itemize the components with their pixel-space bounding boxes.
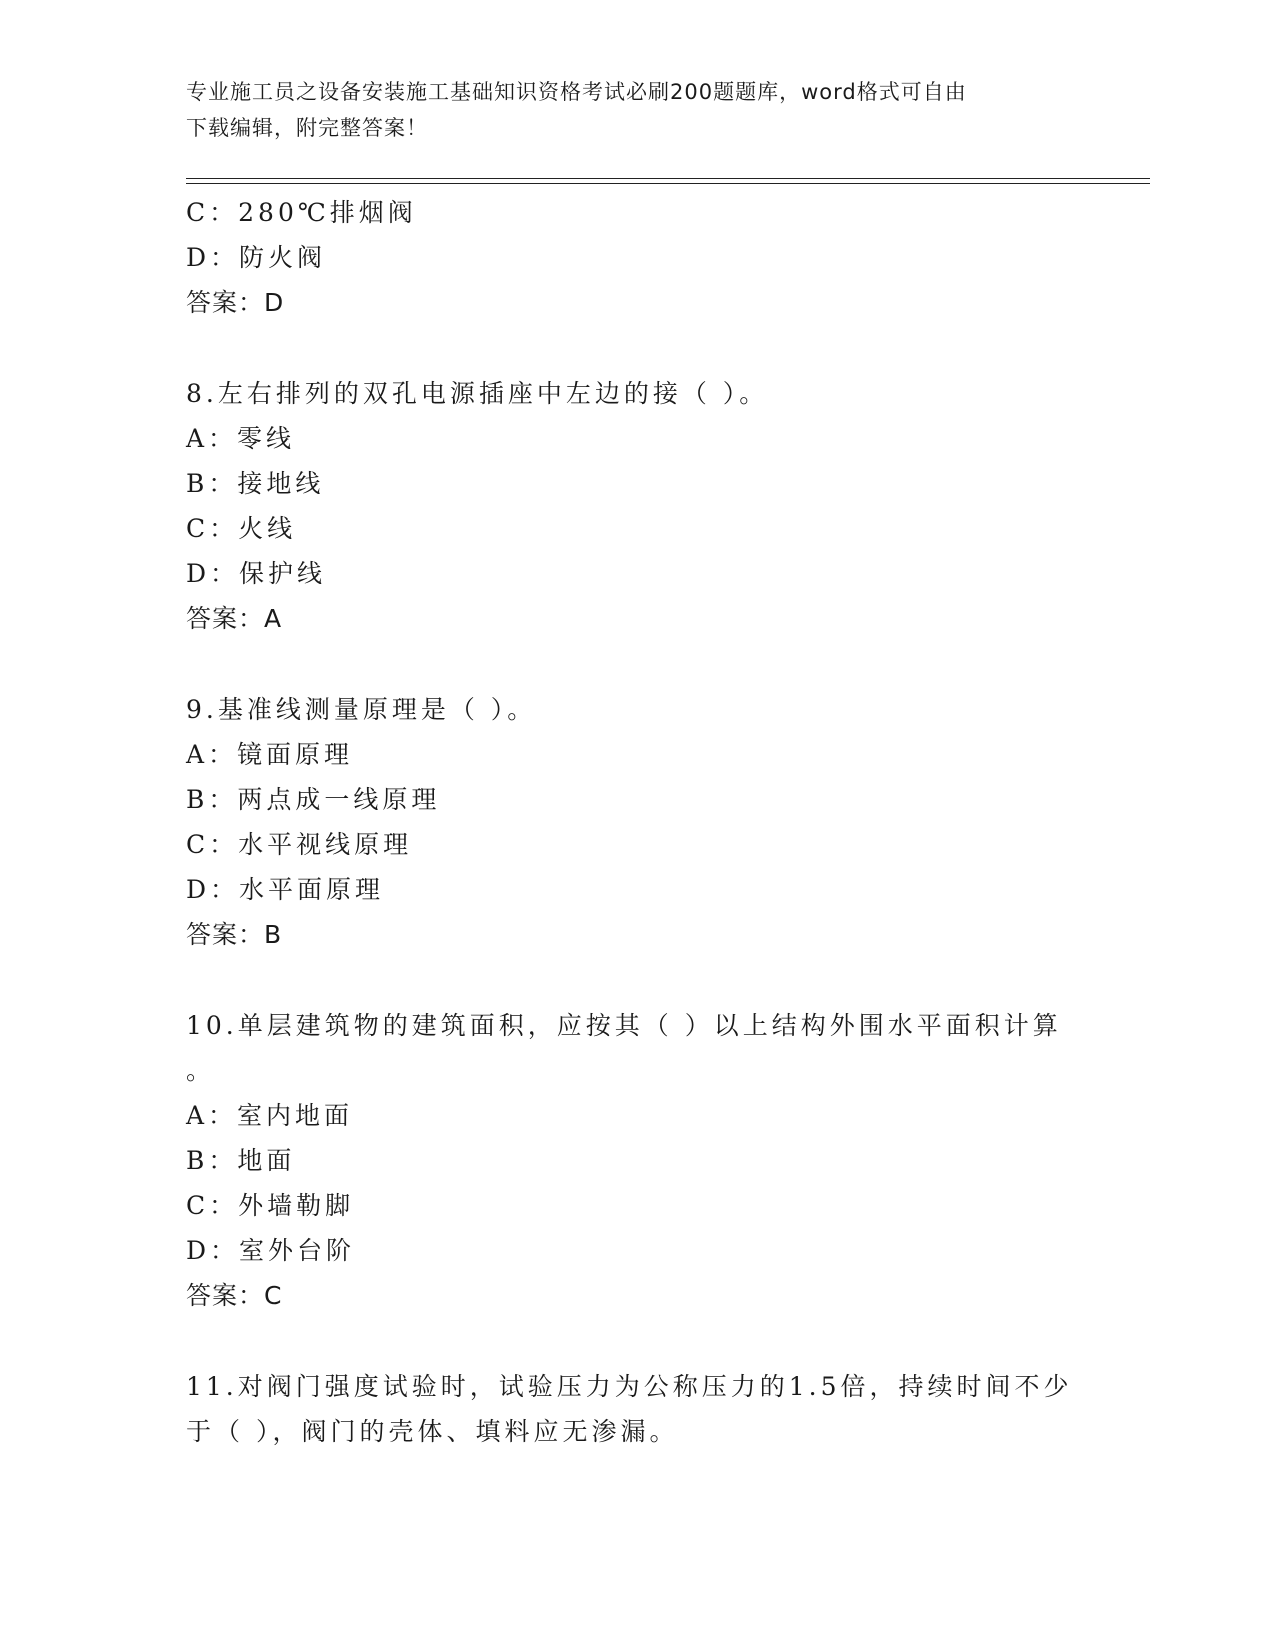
option-c: C：280℃排烟阀 [186,198,417,227]
option-d: D：保护线 [186,559,327,588]
question-text-line-2: 于（ ），阀门的壳体、填料应无渗漏。 [186,1417,679,1446]
question-text-line-2: 。 [186,1056,216,1085]
spacer [186,325,1086,371]
answer-line: 答案：D [186,288,285,317]
header-divider-bottom [186,183,1150,184]
option-c: C：火线 [186,514,297,543]
document-header [186,74,1066,146]
option-b: B：接地线 [186,469,325,498]
question-text: 9.基准线测量原理是（ ）。 [186,695,537,724]
answer-line: 答案：A [186,604,283,633]
option-c: C：外墙勒脚 [186,1191,355,1220]
question-text-line-1: 10.单层建筑物的建筑面积，应按其（ ）以上结构外围水平面积计算 [186,1011,1062,1040]
option-a: A：镜面原理 [186,740,354,769]
option-b: B：两点成一线原理 [186,785,441,814]
option-d: D：室外台阶 [186,1236,356,1265]
header-title-line-1: 专业施工员之设备安装施工基础知识资格考试必刷200题题库，word格式可自由 [186,80,967,104]
answer-line: 答案：C [186,1281,283,1310]
question-list [186,190,1086,1454]
question-text: 8.左右排列的双孔电源插座中左边的接（ ）。 [186,379,769,408]
answer-line: 答案：B [186,920,283,949]
spacer [186,957,1086,1003]
option-a: A：零线 [186,424,296,453]
spacer [186,641,1086,687]
option-d: D：水平面原理 [186,875,385,904]
option-d: D：防火阀 [186,243,327,272]
option-c: C：水平视线原理 [186,830,413,859]
header-divider-top [186,178,1150,179]
header-title-line-2: 下载编辑，附完整答案！ [186,116,428,140]
option-a: A：室内地面 [186,1101,354,1130]
question-text-line-1: 11.对阀门强度试验时，试验压力为公称压力的1.5倍，持续时间不少 [186,1372,1073,1401]
spacer [186,1318,1086,1364]
option-b: B：地面 [186,1146,296,1175]
